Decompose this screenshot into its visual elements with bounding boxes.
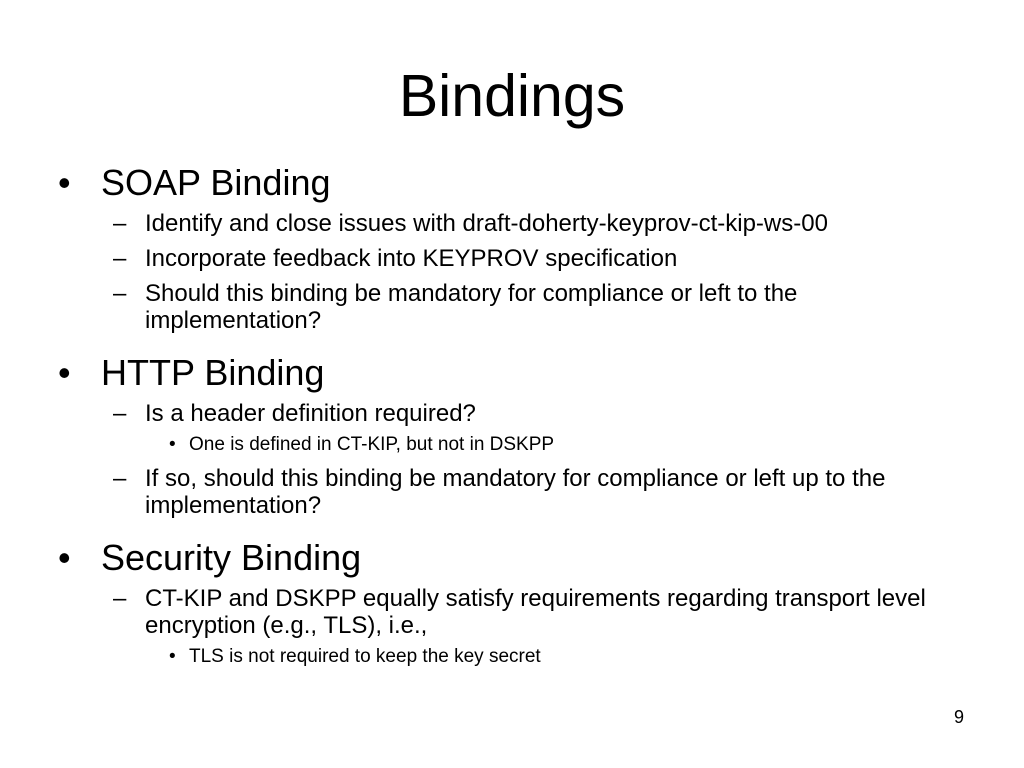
slide-title: Bindings (398, 63, 626, 129)
dash-icon: – (113, 280, 127, 307)
sub-bullet-text: Incorporate feedback into KEYPROV specification (145, 245, 678, 272)
sub-bullet-list (113, 585, 978, 669)
sub-bullet-text: Identify and close issues with draft-doherty-keyprov-ct-kip-ws-00 (145, 210, 828, 237)
sub-bullet-item (113, 585, 978, 639)
bullet-icon: • (58, 352, 71, 393)
sub-sub-bullet-text: TLS is not required to keep the key secret (189, 646, 541, 667)
dash-icon: – (113, 400, 127, 427)
bullet-icon: • (58, 162, 71, 203)
dash-icon: – (113, 210, 127, 237)
sub-sub-bullet-list (169, 433, 978, 457)
sub-sub-bullet-item (169, 433, 978, 457)
section-heading: Security Binding (101, 537, 362, 578)
sub-bullet-text: Is a header definition required? (145, 400, 476, 427)
page-number: 9 (953, 707, 964, 727)
bullet-item (58, 352, 978, 394)
slide-content (58, 162, 978, 687)
sub-bullet-text: Should this binding be mandatory for compliance or left to the implementation? (145, 280, 798, 334)
bullet-item (58, 162, 978, 204)
sub-bullet-item (113, 400, 978, 427)
sub-bullet-list (113, 210, 978, 334)
dash-icon: – (113, 465, 127, 492)
sub-bullet-text: If so, should this binding be mandatory for compliance or left up to the implementation? (145, 465, 886, 519)
section-security-binding (58, 537, 978, 669)
sub-sub-bullet-text: One is defined in CT-KIP, but not in DSKPP (189, 434, 555, 455)
section-heading: SOAP Binding (101, 162, 331, 203)
sub-bullet-item (113, 245, 978, 272)
sub-bullet-item (113, 210, 978, 237)
sub-sub-bullet-list (169, 645, 978, 669)
bullet-item (58, 537, 978, 579)
dash-icon: – (113, 245, 127, 272)
small-bullet-icon: • (169, 434, 176, 455)
dash-icon: – (113, 585, 127, 612)
sub-bullet-item (113, 280, 978, 334)
small-bullet-icon: • (169, 646, 176, 667)
bullet-icon: • (58, 537, 71, 578)
section-http-binding (58, 352, 978, 519)
sub-bullet-text: CT-KIP and DSKPP equally satisfy requirements regarding transport level encryption (e.g., TLS), i.e., (145, 585, 926, 639)
sub-sub-bullet-item (169, 645, 978, 669)
sub-bullet-item (113, 465, 978, 519)
section-soap-binding (58, 162, 978, 334)
section-heading: HTTP Binding (101, 352, 325, 393)
sub-bullet-list (113, 400, 978, 519)
